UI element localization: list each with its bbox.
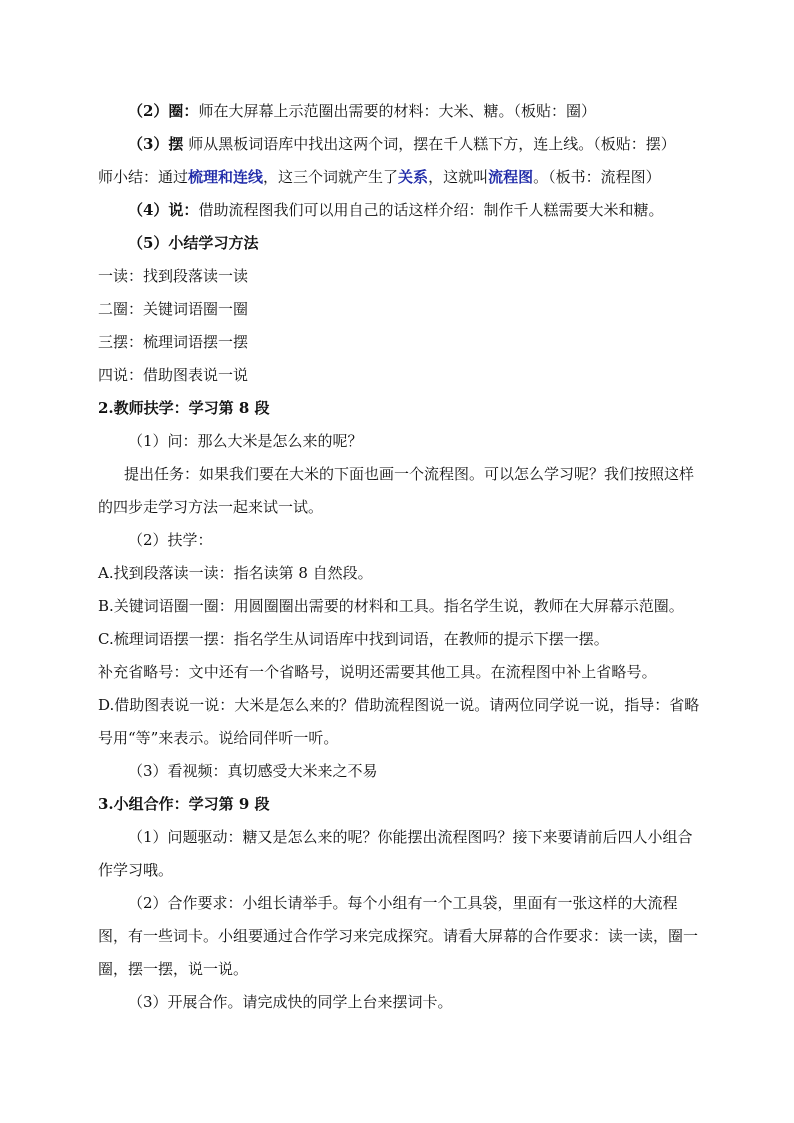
guided-step-d: D.借助图表说一说：大米是怎么来的？借助流程图说一说。请两位同学说一说，指导：省略号用“等”来表示。说给同伴听一听。 xyxy=(98,696,700,747)
step-say-paragraph xyxy=(98,194,700,227)
method-summary-heading: （5）小结学习方法 xyxy=(128,234,259,252)
summary-highlight-flowchart: 流程图 xyxy=(488,168,534,186)
summary-text-e: ，这就叫 xyxy=(428,168,489,186)
problem-driven-paragraph: （1）问题驱动：糖又是怎么来的呢？你能摆出流程图吗？接下来要请前后四人小组合作学习哦。 xyxy=(98,828,693,879)
task-proposal-paragraph: 提出任务：如果我们要在大米的下面也画一个流程图。可以怎么学习呢？我们按照这样的四步走学习方法一起来试一试。 xyxy=(98,465,695,516)
step-circle-heading: （2）圈： xyxy=(128,102,199,120)
step-circle-text: 师在大屏幕上示范圈出需要的材料：大米、糖。（板贴：圈） xyxy=(198,102,596,120)
document-body xyxy=(98,95,700,1019)
summary-highlight-sort: 梳理和连线 xyxy=(188,168,264,186)
section-3-heading: 3.小组合作：学习第 9 段 xyxy=(98,795,270,813)
summary-highlight-relation: 关系 xyxy=(398,168,429,186)
guided-step-a: A.找到段落读一读：指名读第 8 自然段。 xyxy=(98,564,373,582)
supplement-ellipsis: 补充省略号：文中还有一个省略号，说明还需要其他工具。在流程图中补上省略号。 xyxy=(98,663,657,681)
start-cooperation-paragraph: （3）开展合作。请完成快的同学上台来摆词卡。 xyxy=(128,993,453,1011)
step-arrange-heading: （3）摆 xyxy=(128,135,184,153)
watch-video-item: （3）看视频：真切感受大米来之不易 xyxy=(128,762,378,780)
step-say-heading: （4）说： xyxy=(128,201,199,219)
method-step-say: 四说：借助图表说一说 xyxy=(98,366,249,384)
teacher-summary-paragraph xyxy=(98,161,700,194)
guided-step-b: B.关键词语圈一圈：用圆圈圈出需要的材料和工具。指名学生说，教师在大屏幕示范圈。 xyxy=(98,597,684,615)
guided-step-c: C.梳理词语摆一摆：指名学生从词语库中找到词语，在教师的提示下摆一摆。 xyxy=(98,630,609,648)
summary-text-c: ，这三个词就产生了 xyxy=(263,168,399,186)
step-say-text: 借助流程图我们可以用自己的话这样介绍：制作千人糕需要大米和糖。 xyxy=(198,201,664,219)
guided-learning-label: （2）扶学： xyxy=(128,531,213,549)
step-arrange-text: 师从黑板词语库中找出这两个词，摆在千人糕下方，连上线。（板贴：摆） xyxy=(183,135,676,153)
step-circle-paragraph xyxy=(98,95,700,128)
step-arrange-paragraph xyxy=(98,128,700,161)
method-step-arrange: 三摆：梳理词语摆一摆 xyxy=(98,333,249,351)
cooperation-requirements-paragraph: （2）合作要求：小组长请举手。每个小组有一个工具袋，里面有一张这样的大流程图，有一些词卡。小组要通过合作学习来完成探究。请看大屏幕的合作要求：读一读，圈一圈，摆一摆，说一说。 xyxy=(98,894,699,978)
summary-text-g: 。（板书：流程图） xyxy=(533,168,661,186)
method-step-circle: 二圈：关键词语圈一圈 xyxy=(98,300,249,318)
summary-text-a: 师小结：通过 xyxy=(98,168,189,186)
question-rice-origin: （1）问：那么大米是怎么来的呢？ xyxy=(128,432,363,450)
section-2-heading: 2.教师扶学：学习第 8 段 xyxy=(98,399,270,417)
method-step-read: 一读：找到段落读一读 xyxy=(98,267,249,285)
